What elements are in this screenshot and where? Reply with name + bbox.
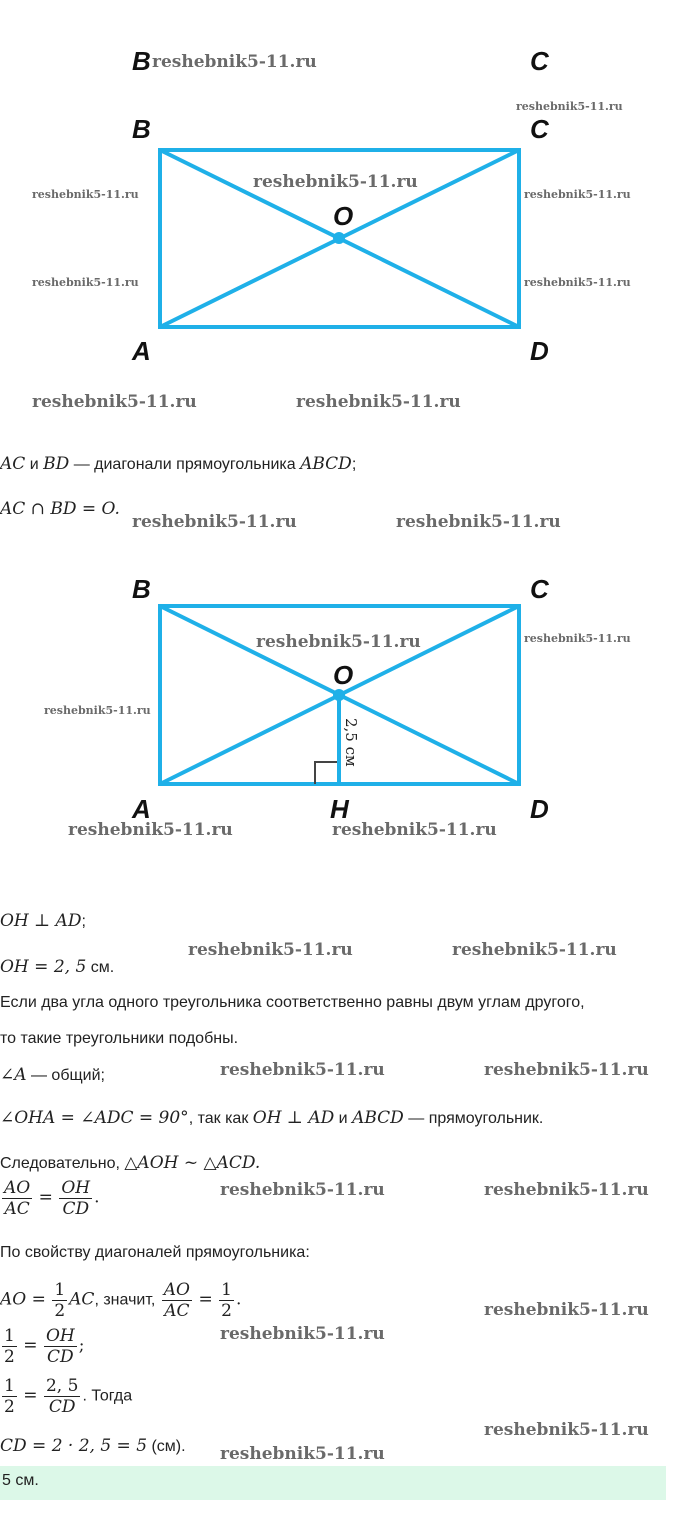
- watermark: reshebnik5-11.ru: [220, 1324, 385, 1344]
- watermark: reshebnik5-11.ru: [32, 276, 139, 289]
- point-o: [333, 232, 345, 244]
- watermark: reshebnik5-11.ru: [32, 188, 139, 201]
- watermark: reshebnik5-11.ru: [524, 276, 631, 289]
- label-d: D: [530, 794, 549, 824]
- watermark: reshebnik5-11.ru: [484, 1300, 649, 1320]
- watermark: reshebnik5-11.ru: [68, 820, 233, 840]
- text-line-similarity: Следовательно, △AOH ~ △ACD.: [0, 1153, 261, 1173]
- text-line-theorem-2: то такие треугольники подобны.: [0, 1030, 239, 1047]
- watermark: reshebnik5-11.ru: [152, 52, 317, 72]
- text-line-equation-1: $\frac{1}{2}$ = $\frac{OH}{CD}$ ;: [4, 1326, 85, 1367]
- label-o: O: [333, 660, 354, 690]
- watermark: reshebnik5-11.ru: [484, 1180, 649, 1200]
- answer-box: [0, 1466, 666, 1500]
- watermark: reshebnik5-11.ru: [332, 820, 497, 840]
- watermark: reshebnik5-11.ru: [256, 632, 421, 652]
- label-c-top: C: [530, 46, 549, 76]
- text-line-oh-value: OH = 2, 5 см.: [0, 957, 115, 977]
- label-b: B: [132, 114, 151, 144]
- label-h: H: [330, 794, 349, 824]
- watermark: reshebnik5-11.ru: [44, 704, 151, 717]
- watermark: reshebnik5-11.ru: [253, 172, 418, 192]
- watermark: reshebnik5-11.ru: [484, 1060, 649, 1080]
- text-line-half: AO = $\frac{1}{2}$ AC, значит, $\frac{AO}{AC}$ = $\frac{1}{2}$ .: [0, 1280, 242, 1321]
- watermark: reshebnik5-11.ru: [32, 392, 197, 412]
- text-line-equation-2: $\frac{1}{2}$ = $\frac{2, 5}{CD}$ . Тогда: [4, 1376, 133, 1417]
- label-c: C: [530, 114, 549, 144]
- text-line-property: По свойству диагоналей прямоугольника:: [0, 1244, 310, 1261]
- text-line-ratio: $\frac{AO}{AC}$ = $\frac{OH}{CD}$ .: [4, 1178, 100, 1219]
- watermark: reshebnik5-11.ru: [220, 1060, 385, 1080]
- right-angle-mark: [315, 762, 337, 784]
- text-line-perpendicular: OH ⊥ AD;: [0, 911, 86, 931]
- watermark: reshebnik5-11.ru: [188, 940, 353, 960]
- point-o: [333, 689, 345, 701]
- watermark: reshebnik5-11.ru: [220, 1180, 385, 1200]
- watermark: reshebnik5-11.ru: [524, 632, 631, 645]
- label-a: A: [132, 336, 151, 366]
- text-line-diagonals: AC и BD — диагонали прямоугольника ABCD;: [0, 454, 357, 474]
- text-line-result: CD = 2 · 2, 5 = 5 (см).: [0, 1436, 186, 1456]
- text-line-common-angle: ∠A — общий;: [0, 1065, 105, 1085]
- rectangle-height-figure: [0, 560, 680, 840]
- label-b: B: [132, 574, 151, 604]
- watermark: reshebnik5-11.ru: [220, 1444, 385, 1464]
- text-line-right-angles: ∠OHA = ∠ADC = 90°, так как OH ⊥ AD и ABCD — прямоугольник.: [0, 1108, 544, 1128]
- watermark: reshebnik5-11.ru: [524, 188, 631, 201]
- label-b-top: B: [132, 46, 151, 76]
- watermark: reshebnik5-11.ru: [516, 100, 623, 113]
- watermark: reshebnik5-11.ru: [396, 512, 561, 532]
- text-line-theorem: Если два угла одного треугольника соответственно равны двум углам другого,: [0, 994, 585, 1011]
- label-oh-length: 2,5 см: [342, 718, 360, 767]
- watermark: reshebnik5-11.ru: [132, 512, 297, 532]
- label-d: D: [530, 336, 549, 366]
- watermark: reshebnik5-11.ru: [296, 392, 461, 412]
- label-a: A: [132, 794, 151, 824]
- label-c: C: [530, 574, 549, 604]
- label-o: O: [333, 201, 354, 231]
- answer-text: 5 см.: [2, 1472, 39, 1489]
- watermark: reshebnik5-11.ru: [452, 940, 617, 960]
- rectangle-diagonals-figure: [0, 0, 680, 430]
- text-line-intersection: AC ∩ BD = O.: [0, 499, 120, 519]
- watermark: reshebnik5-11.ru: [484, 1420, 649, 1440]
